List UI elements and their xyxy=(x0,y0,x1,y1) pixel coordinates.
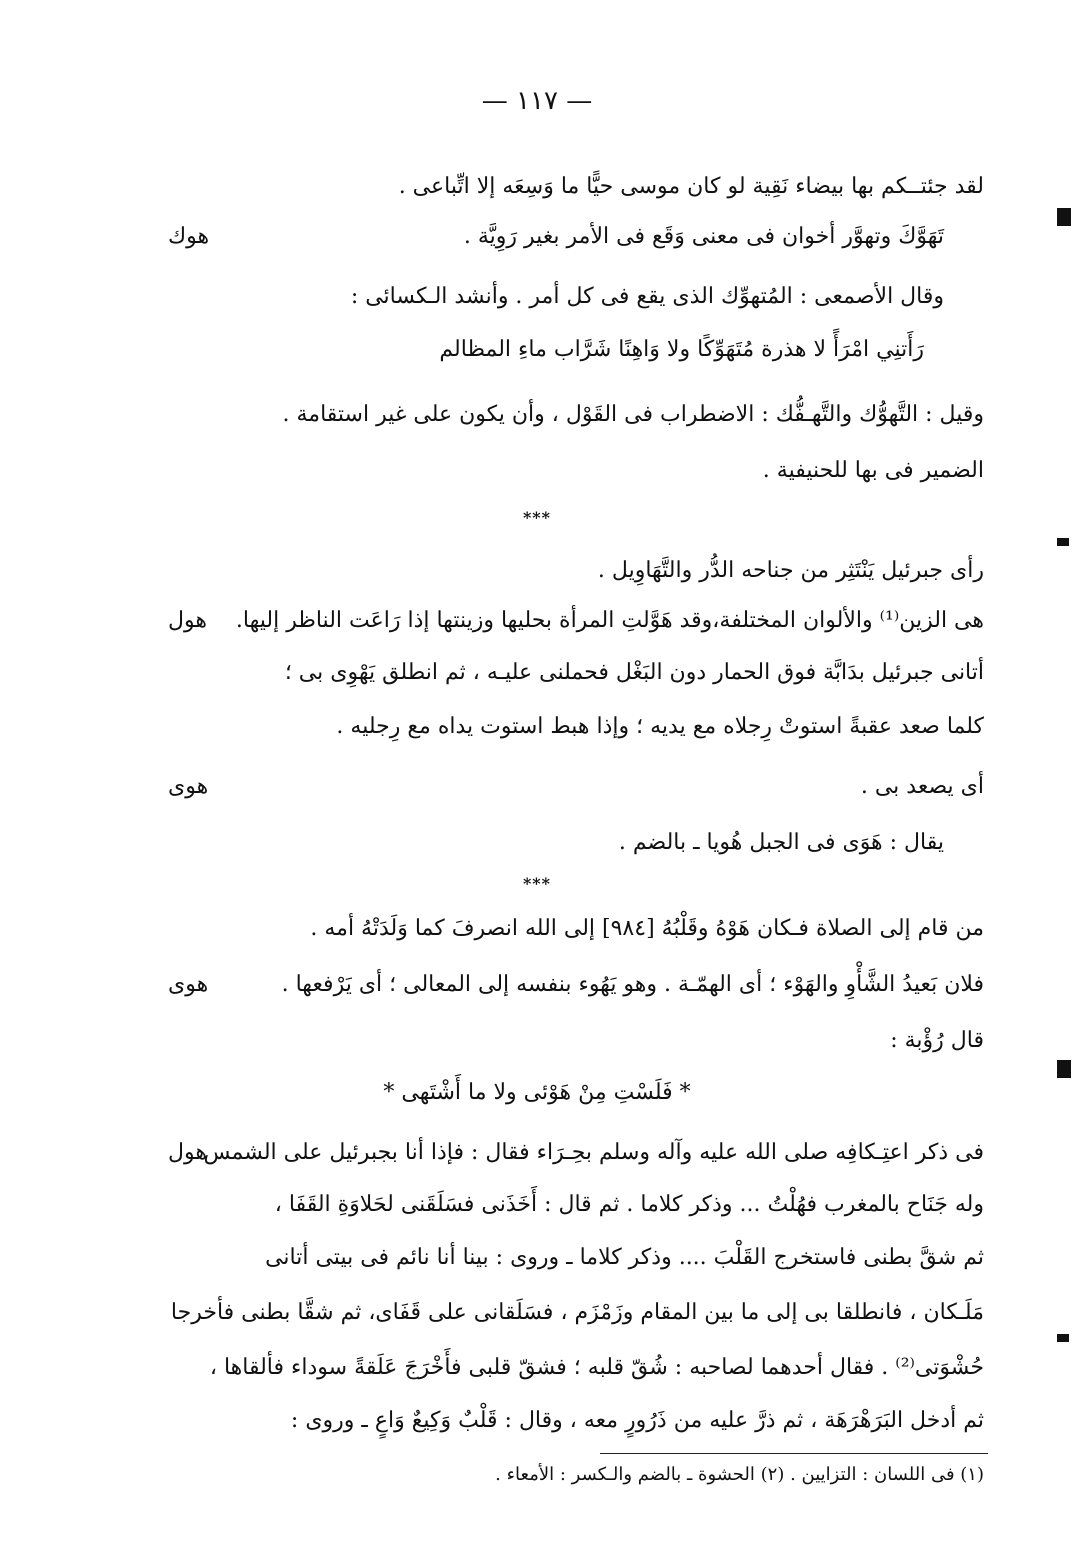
text-line: لقد جئتــكم بها بيضاء نَقِية لو كان موسى حيًّا ما وَسِعَه إلا اتِّباعى . xyxy=(398,174,984,199)
text-line: تَهَوَّكَ وتهوَّر أخوان فى معنى وَقَع فى الأمر بغير رَوِيَّة . xyxy=(463,224,944,249)
text-line: أى يصعد بى . xyxy=(860,774,984,799)
text-line: وقال الأصمعى : المُتهوِّك الذى يقع فى كل أمر . وأنشد الـكسائى : xyxy=(350,284,944,309)
footnote-divider xyxy=(600,1453,988,1454)
poem-verse: * فَلَسْتِ مِنْ هَوْئى ولا ما أَشْتَهى * xyxy=(383,1080,691,1105)
binding-mark xyxy=(1057,1334,1069,1342)
binding-mark xyxy=(1057,208,1071,226)
margin-headword: هوك xyxy=(168,224,210,249)
binding-mark xyxy=(1057,1060,1071,1078)
margin-headword: هوى xyxy=(168,774,209,799)
text-line: يقال : هَوَى فى الجبل هُويا ـ بالضم . xyxy=(618,830,944,855)
text-line: ثم شقَّ بطنى فاستخرج القَلْبَ .... وذكر كلاما ـ وروى : بينا أنا نائم فى بيتى أتانى xyxy=(265,1245,984,1270)
text-line: الضمير فى بها للحنيفية . xyxy=(762,458,984,483)
text-line: ثم أدخل البَرَهْرَهَة ، ثم ذرَّ عليه من ذَرُورٍ معه ، وقال : قَلْبٌ وَكِيعٌ وَاعٍ ـ وروى : xyxy=(290,1408,984,1433)
text-line: رأى جبرئيل يَنْتَثِر من جناحه الدُّر والتَّهَاوِيل . xyxy=(597,558,984,583)
text-line: من قام إلى الصلاة فـكان هَوْهُ وقَلْبُهُ [٩٨٤] إلى الله انصرفَ كما وَلَدَتْهُ أمه . xyxy=(310,916,984,941)
text-line: مَلَـكان ، فانطلقا بى إلى ما بين المقام وزَمْزَم ، فسَلَقانى على قَفَاى، ثم شقَّا بطنى فأخرجا xyxy=(170,1300,984,1325)
text-line: هى الزين⁽¹⁾ والألوان المختلفة،وقد هَوَّلتِ المرأة بحليها وزينتها إذا رَاعَت الناظر إليها. xyxy=(235,608,984,633)
binding-mark xyxy=(1057,538,1069,546)
section-separator: *** xyxy=(522,508,552,527)
page-number: — ١١٧ — xyxy=(481,86,593,116)
text-line: وقيل : التَّهوُّك والتَّهـفُّك : الاضطراب فى القَوْل ، وأن يكون على غير استقامة . xyxy=(282,402,984,427)
text-line: قال رُؤْبة : xyxy=(890,1028,984,1053)
section-separator: *** xyxy=(522,874,552,893)
text-line: فلان بَعيدُ الشَّأْوِ والهَوْء ؛ أى الهمّـة . وهو يَهُوء بنفسه إلى المعالى ؛ أى يَرْفعها . xyxy=(281,972,984,997)
margin-headword: هوى xyxy=(168,972,209,997)
text-line: حُشْوَتى⁽²⁾ . فقال أحدهما لصاحبه : شُقّ قلبه ؛ فشقّ قلبى فأَخْرَجَ عَلَقةً سوداء فألقاها ، xyxy=(209,1355,984,1380)
text-line: فى ذكر اعتِـكافِه صلى الله عليه وآله وسلم بحِـرَاء فقال : فإذا أنا بجبرئيل على الشمس xyxy=(203,1140,984,1165)
margin-headword: هول xyxy=(168,608,207,633)
poem-verse: رَأَتنِي امْرَأً لا هذرة مُتَهَوِّكًا ولا وَاهِنًا شَرَّاب ماءِ المظالم xyxy=(439,337,924,362)
margin-headword: هول xyxy=(168,1140,207,1165)
footnotes: (١) فى اللسان : التزايين . (٢) الحشوة ـ بالضم والـكسر : الأمعاء . xyxy=(495,1464,984,1485)
text-line: وله جَنَاح بالمغرب فهُلْتُ ... وذكر كلاما . ثم قال : أَخَذَنى فسَلَقَنى لحَلاوَةِ القَفَا ، xyxy=(274,1192,984,1217)
text-line: أتانى جبرئيل بدَابَّة فوق الحمار دون البَغْل فحملنى عليـه ، ثم انطلق يَهْوِى بى ؛ xyxy=(284,660,984,685)
text-line: كلما صعد عقبةً استوتْ رِجلاه مع يديه ؛ وإذا هبط استوت يداه مع رِجليه . xyxy=(336,714,984,739)
